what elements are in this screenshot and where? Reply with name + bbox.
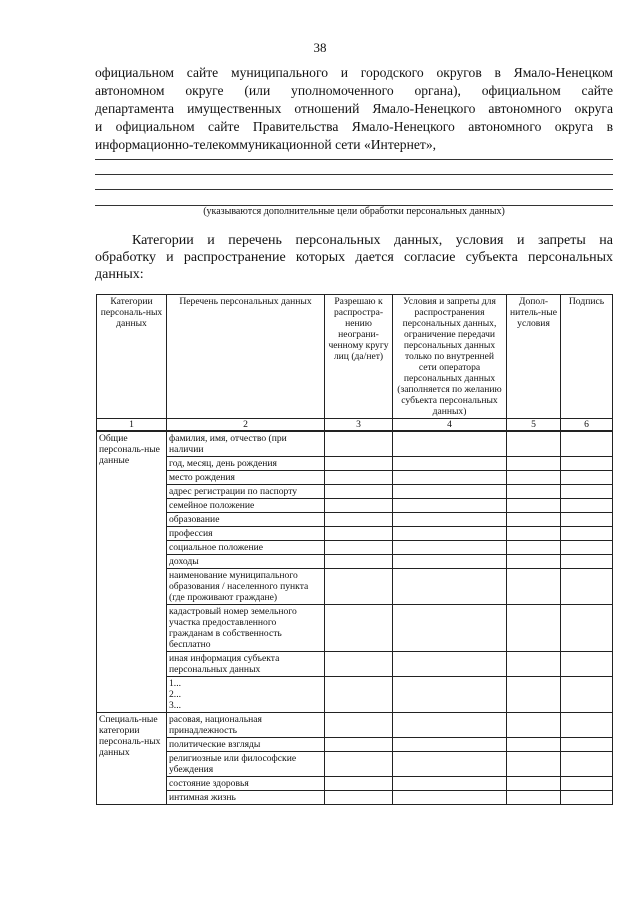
category-cell: Специаль-ные категории персональ-ных данных (97, 713, 167, 805)
signature-field[interactable] (561, 513, 613, 527)
table-row (97, 777, 613, 791)
additional-conditions-field[interactable] (507, 677, 561, 713)
signature-field[interactable] (561, 499, 613, 513)
signature-field[interactable] (561, 652, 613, 677)
additional-conditions-field[interactable] (507, 555, 561, 569)
permit-field[interactable] (325, 499, 393, 513)
personal-data-table (96, 294, 613, 805)
section-heading (95, 232, 613, 283)
permit-field[interactable] (325, 485, 393, 499)
conditions-field[interactable] (393, 605, 507, 652)
additional-conditions-field[interactable] (507, 485, 561, 499)
table-row (97, 738, 613, 752)
column-number: 5 (507, 419, 561, 432)
additional-conditions-field[interactable] (507, 527, 561, 541)
permit-field[interactable] (325, 431, 393, 457)
additional-conditions-field[interactable] (507, 431, 561, 457)
intro-line: официальном сайте муниципального и городского округов в Ямало-Ненецком (95, 65, 613, 80)
column-header: Перечень персональных данных (167, 295, 325, 419)
signature-field[interactable] (561, 485, 613, 499)
other-item: 1... (169, 678, 181, 689)
additional-conditions-field[interactable] (507, 541, 561, 555)
column-number: 3 (325, 419, 393, 432)
additional-conditions-field[interactable] (507, 513, 561, 527)
intro-line: информационно-телекоммуникационной сети «Интернет», (95, 137, 437, 152)
table-row (97, 471, 613, 485)
additional-conditions-field[interactable] (507, 738, 561, 752)
column-header: Допол-нитель-ные условия (507, 295, 561, 419)
permit-field[interactable] (325, 713, 393, 738)
signature-field[interactable] (561, 457, 613, 471)
data-item: год, месяц, день рождения (167, 457, 325, 471)
permit-field[interactable] (325, 513, 393, 527)
additional-conditions-field[interactable] (507, 569, 561, 605)
data-item: доходы (167, 555, 325, 569)
intro-paragraph (95, 64, 613, 154)
conditions-field[interactable] (393, 541, 507, 555)
data-item: интимная жизнь (167, 791, 325, 805)
data-item: религиозные или философские убеждения (167, 752, 325, 777)
data-item: расовая, национальная принадлежность (167, 713, 325, 738)
signature-field[interactable] (561, 791, 613, 805)
signature-field[interactable] (561, 541, 613, 555)
intro-line: и официальном сайте Правительства Ямало-Ненецкого автономного округа в (95, 119, 613, 134)
conditions-field[interactable] (393, 777, 507, 791)
table-row (97, 513, 613, 527)
permit-field[interactable] (325, 677, 393, 713)
table-row (97, 791, 613, 805)
fill-in-line (95, 189, 613, 190)
signature-field[interactable] (561, 752, 613, 777)
column-number: 2 (167, 419, 325, 432)
table-row (97, 541, 613, 555)
other-item: 3... (169, 700, 181, 711)
table-row (97, 431, 613, 457)
column-number: 1 (97, 419, 167, 432)
permit-field[interactable] (325, 457, 393, 471)
table-row (97, 713, 613, 738)
signature-field[interactable] (561, 527, 613, 541)
conditions-field[interactable] (393, 677, 507, 713)
table-row (97, 499, 613, 513)
table-row (97, 652, 613, 677)
data-item: политические взгляды (167, 738, 325, 752)
data-item: фамилия, имя, отчество (при наличии (167, 431, 325, 457)
data-item: наименование муниципального образования / населенного пункта (где проживают граждане) (167, 569, 325, 605)
table-row (97, 752, 613, 777)
signature-field[interactable] (561, 555, 613, 569)
data-item: состояние здоровья (167, 777, 325, 791)
table-row (97, 555, 613, 569)
purposes-note: (указываются дополнительные цели обработки персональных данных) (203, 206, 505, 217)
conditions-field[interactable] (393, 513, 507, 527)
column-number-row (97, 419, 613, 432)
conditions-field[interactable] (393, 555, 507, 569)
heading-line: обработку и распространение которых дается согласие субъекта персональных (95, 250, 613, 265)
permit-field[interactable] (325, 555, 393, 569)
other-item: 2... (169, 689, 181, 700)
conditions-field[interactable] (393, 457, 507, 471)
additional-conditions-field[interactable] (507, 605, 561, 652)
conditions-field[interactable] (393, 738, 507, 752)
permit-field[interactable] (325, 777, 393, 791)
conditions-field[interactable] (393, 652, 507, 677)
table-row (97, 605, 613, 652)
additional-conditions-field[interactable] (507, 791, 561, 805)
additional-conditions-field[interactable] (507, 652, 561, 677)
permit-field[interactable] (325, 541, 393, 555)
permit-field[interactable] (325, 569, 393, 605)
conditions-field[interactable] (393, 791, 507, 805)
category-cell: Общие персональ-ные данные (97, 431, 167, 713)
table-row (97, 527, 613, 541)
signature-field[interactable] (561, 471, 613, 485)
signature-field[interactable] (561, 605, 613, 652)
additional-conditions-field[interactable] (507, 777, 561, 791)
data-item: иная информация субъекта персональных данных (167, 652, 325, 677)
data-item: профессия (167, 527, 325, 541)
table-row (97, 677, 613, 713)
signature-field[interactable] (561, 431, 613, 457)
column-header: Условия и запреты для распространения персональных данных, ограничение передачи персональных данных только по внутренней сети оператора персональных данных (заполняется по желанию субъекта персональных данных) (393, 295, 507, 419)
conditions-field[interactable] (393, 499, 507, 513)
signature-field[interactable] (561, 677, 613, 713)
data-item: образование (167, 513, 325, 527)
column-number: 6 (561, 419, 613, 432)
additional-conditions-field[interactable] (507, 457, 561, 471)
additional-conditions-field[interactable] (507, 752, 561, 777)
conditions-field[interactable] (393, 431, 507, 457)
column-header: Разрешаю к распростра-нению неограни-ченному кругу лиц (да/нет) (325, 295, 393, 419)
permit-field[interactable] (325, 791, 393, 805)
other-items-list (167, 677, 325, 713)
additional-conditions-field[interactable] (507, 713, 561, 738)
page-number: 38 (313, 40, 327, 55)
permit-field[interactable] (325, 652, 393, 677)
signature-field[interactable] (561, 777, 613, 791)
permit-field[interactable] (325, 471, 393, 485)
conditions-field[interactable] (393, 471, 507, 485)
data-item: социальное положение (167, 541, 325, 555)
conditions-field[interactable] (393, 485, 507, 499)
table-row (97, 569, 613, 605)
signature-field[interactable] (561, 569, 613, 605)
column-header: Подпись (561, 295, 613, 419)
conditions-field[interactable] (393, 752, 507, 777)
table-row (97, 485, 613, 499)
data-item: семейное положение (167, 499, 325, 513)
column-header: Категории персональ-ных данных (97, 295, 167, 419)
data-item: кадастровый номер земельного участка предоставленного гражданам в собственность бесплатно (167, 605, 325, 652)
fill-in-line (95, 159, 613, 160)
table-header-row (97, 295, 613, 419)
permit-field[interactable] (325, 605, 393, 652)
signature-field[interactable] (561, 738, 613, 752)
column-number: 4 (393, 419, 507, 432)
signature-field[interactable] (561, 713, 613, 738)
conditions-field[interactable] (393, 569, 507, 605)
data-item: место рождения (167, 471, 325, 485)
heading-line: Категории и перечень персональных данных, условия и запреты на (132, 233, 613, 248)
additional-conditions-field[interactable] (507, 499, 561, 513)
intro-line: департамента имущественных отношений Ямало-Ненецкого автономного округа (95, 101, 613, 116)
fill-in-line (95, 174, 613, 175)
conditions-field[interactable] (393, 527, 507, 541)
permit-field[interactable] (325, 527, 393, 541)
permit-field[interactable] (325, 738, 393, 752)
data-item: адрес регистрации по паспорту (167, 485, 325, 499)
permit-field[interactable] (325, 752, 393, 777)
heading-line: данных: (95, 267, 144, 282)
table-row (97, 457, 613, 471)
conditions-field[interactable] (393, 713, 507, 738)
additional-conditions-field[interactable] (507, 471, 561, 485)
intro-line: автономном округе (или уполномоченного органа), официальном сайте (95, 83, 613, 98)
